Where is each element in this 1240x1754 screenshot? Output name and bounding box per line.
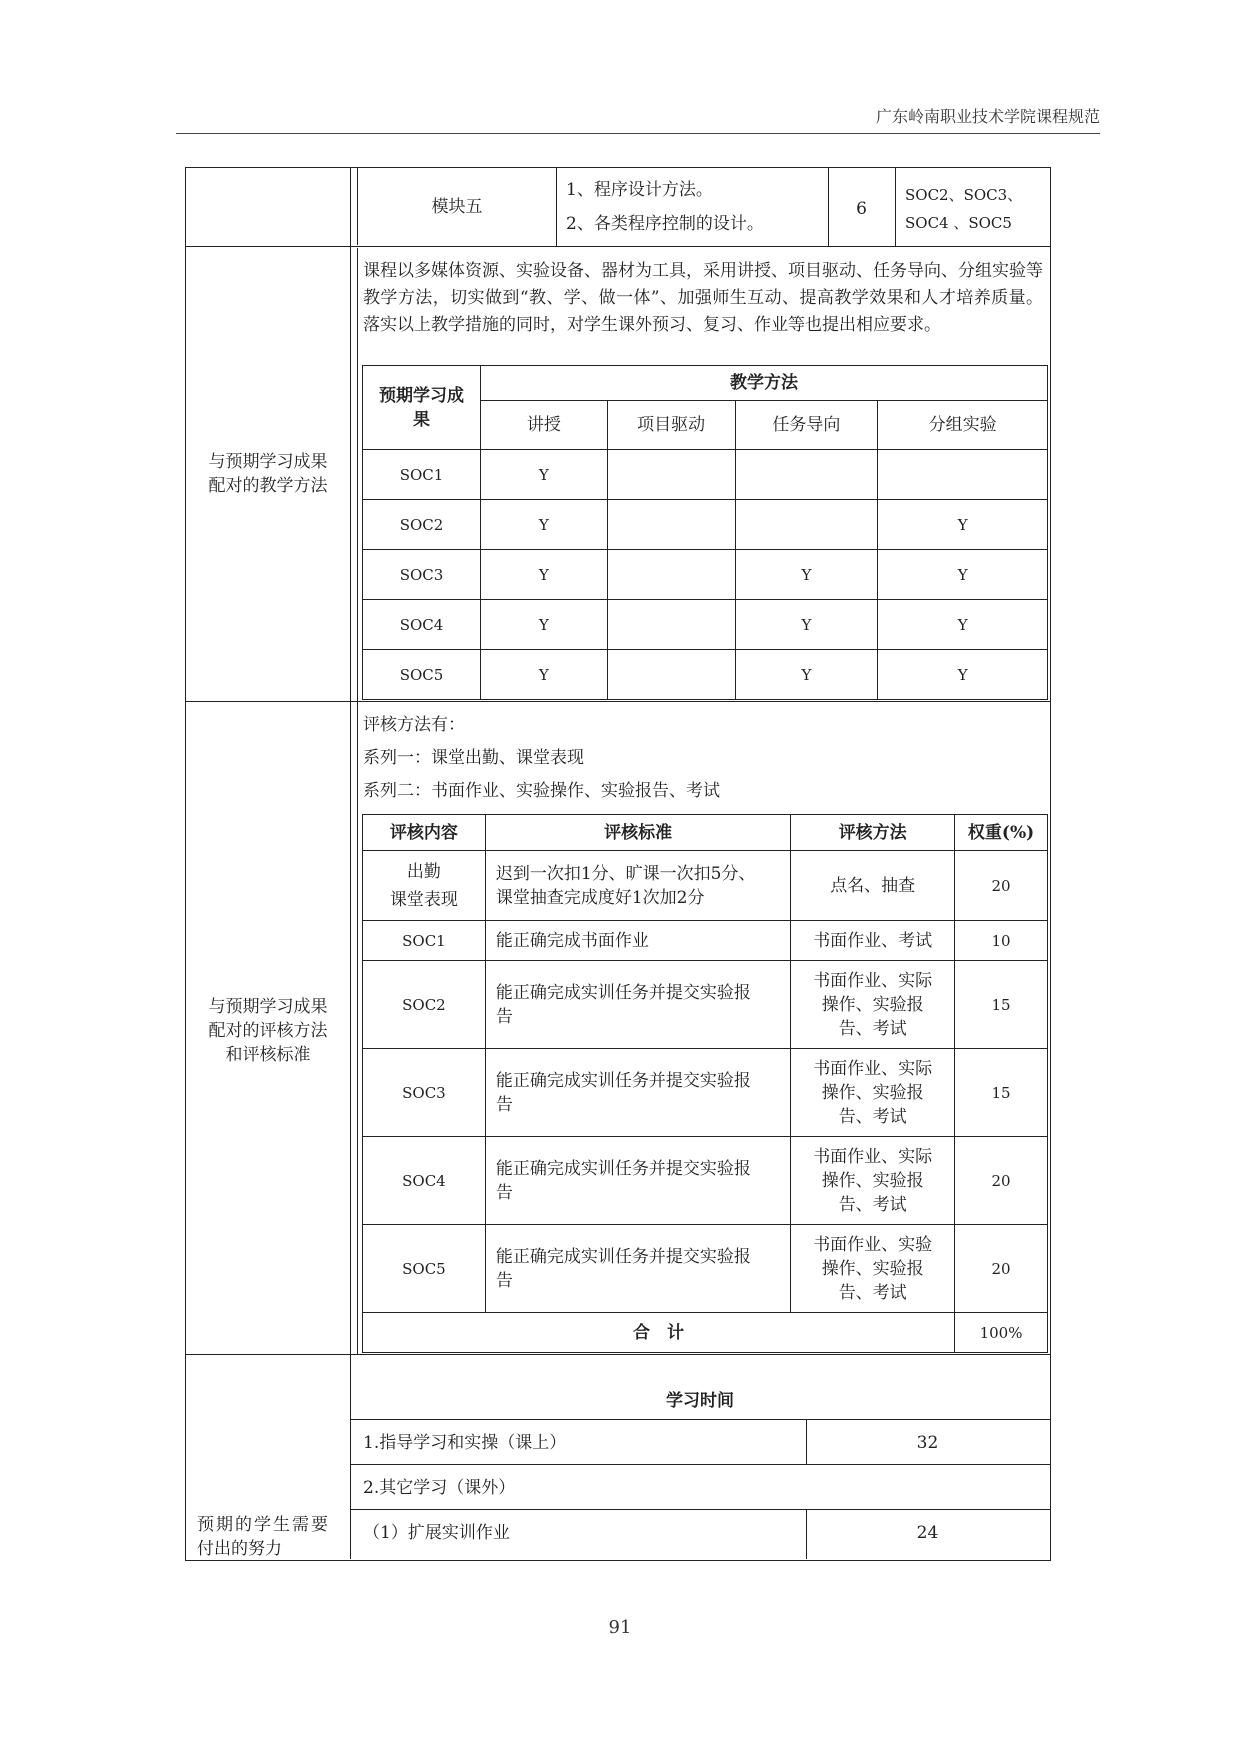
- col-methods-header: 教学方法: [480, 366, 1047, 401]
- assessment-series-1: 系列一：课堂出勤、课堂表现: [363, 748, 584, 768]
- mark-cell: Y: [735, 650, 878, 700]
- table-row: [363, 851, 1048, 921]
- row-method: 书面作业、实际 操作、实验报 告、考试: [791, 961, 955, 1049]
- row-weight: 10: [955, 921, 1048, 961]
- header-standard: 评核标准: [485, 815, 790, 851]
- mark-cell: Y: [480, 650, 607, 700]
- row-weight: 20: [955, 851, 1048, 921]
- row-standard: 能正确完成实训任务并提交实验报 告: [485, 1225, 790, 1313]
- mark-cell: Y: [480, 550, 607, 600]
- assessment-label-line3: 和评核标准: [225, 1045, 311, 1065]
- teaching-label-line2: 配对的教学方法: [208, 476, 328, 496]
- row-method: 点名、抽查: [791, 851, 955, 921]
- effort-divider-1: [351, 1419, 1050, 1420]
- effort-row3-label: （1）扩展实训作业: [363, 1523, 510, 1543]
- row-standard: 能正确完成实训任务并提交实验报 告: [485, 961, 790, 1049]
- table-row: [363, 450, 1048, 500]
- total-value: 100%: [955, 1313, 1048, 1353]
- mark-cell: Y: [878, 650, 1048, 700]
- mark-cell: Y: [878, 500, 1048, 550]
- method-task: 任务导向: [735, 401, 878, 450]
- soc-label: SOC3: [363, 550, 481, 600]
- module-col-divider-1: [556, 167, 557, 246]
- row-method: 书面作业、实验 操作、实验报 告、考试: [791, 1225, 955, 1313]
- row-method: 书面作业、考试: [791, 921, 955, 961]
- effort-label-line2: 付出的努力: [197, 1539, 282, 1559]
- mark-cell: [878, 450, 1048, 500]
- effort-row2-label: 2.其它学习（课外）: [363, 1478, 516, 1498]
- left-column-divider-inner-2: [357, 248, 358, 703]
- mark-cell: Y: [480, 500, 607, 550]
- header-method: 评核方法: [791, 815, 955, 851]
- row-item: SOC3: [363, 1049, 486, 1137]
- mark-cell: [607, 650, 735, 700]
- row-method: 书面作业、实际 操作、实验报 告、考试: [791, 1137, 955, 1225]
- mark-cell: Y: [480, 600, 607, 650]
- soc-label: SOC1: [363, 450, 481, 500]
- row-weight: 15: [955, 1049, 1048, 1137]
- page-header-title: 广东岭南职业技术学院课程规范: [875, 107, 1100, 126]
- mark-cell: Y: [480, 450, 607, 500]
- left-column-divider: [350, 167, 351, 1559]
- section-divider-2: [185, 701, 1051, 702]
- method-lecture: 讲授: [480, 401, 607, 450]
- mark-cell: [735, 450, 878, 500]
- row-weight: 20: [955, 1137, 1048, 1225]
- module-socs: SOC2、SOC3、SOC4 、SOC5: [905, 186, 1023, 232]
- effort-divider-3: [351, 1509, 1050, 1510]
- page-number: 91: [608, 1617, 632, 1638]
- mark-cell: Y: [878, 550, 1048, 600]
- module-content-2: 2、各类程序控制的设计。: [566, 214, 764, 234]
- teaching-label-line1: 与预期学习成果: [208, 452, 328, 472]
- assessment-label-line2: 配对的评核方法: [208, 1021, 328, 1041]
- header-item: 评核内容: [363, 815, 486, 851]
- effort-title: 学习时间: [666, 1391, 734, 1411]
- mark-cell: Y: [735, 550, 878, 600]
- row-method: 书面作业、实际 操作、实验报 告、考试: [791, 1049, 955, 1137]
- assessment-intro: 评核方法有：: [363, 715, 465, 735]
- effort-label-line1: 预期的学生需要: [197, 1515, 330, 1535]
- assessment-series-2: 系列二：书面作业、实验操作、实验报告、考试: [363, 781, 720, 801]
- mark-cell: [607, 600, 735, 650]
- col-outcome-header: 预期学习成果: [363, 366, 481, 450]
- header-divider: [176, 133, 1100, 134]
- row-item: 出勤 课堂表现: [363, 851, 486, 921]
- total-label: 合 计: [363, 1313, 955, 1353]
- table-row: [363, 1049, 1048, 1137]
- effort-row1-value: 32: [916, 1433, 939, 1453]
- mark-cell: Y: [878, 600, 1048, 650]
- mark-cell: [607, 550, 735, 600]
- row-weight: 20: [955, 1225, 1048, 1313]
- row-item: SOC4: [363, 1137, 486, 1225]
- table-row: [363, 961, 1048, 1049]
- section-divider-1: [185, 246, 1051, 247]
- total-row: [363, 1313, 1048, 1353]
- soc-label: SOC4: [363, 600, 481, 650]
- table-row: [363, 650, 1048, 700]
- assessment-table: [362, 814, 1048, 1353]
- effort-row1-label: 1.指导学习和实操（课上）: [363, 1433, 567, 1453]
- mark-cell: [607, 450, 735, 500]
- row-standard: 能正确完成实训任务并提交实验报 告: [485, 1137, 790, 1225]
- module-content-1: 1、程序设计方法。: [566, 180, 713, 200]
- module-name: 模块五: [431, 197, 483, 217]
- row-item: SOC2: [363, 961, 486, 1049]
- table-row: [363, 921, 1048, 961]
- table-row: [363, 550, 1048, 600]
- soc-label: SOC5: [363, 650, 481, 700]
- effort-divider-2: [351, 1464, 1050, 1465]
- header-weight: 权重(%): [955, 815, 1048, 851]
- section-divider-3: [185, 1354, 1051, 1355]
- method-group: 分组实验: [878, 401, 1048, 450]
- left-column-divider-inner-3: [357, 703, 358, 1354]
- teaching-paragraph: 课程以多媒体资源、实验设备、器材为工具，采用讲授、项目驱动、任务导向、分组实验等教学方法，切实做到“教、学、做一体”、加强师生互动、提高教学效果和人才培养质量。落实以上教学措施的同时，对学生课外预习、复习、作业等也提出相应要求。: [363, 261, 1043, 335]
- row-standard: 能正确完成书面作业: [485, 921, 790, 961]
- method-project: 项目驱动: [607, 401, 735, 450]
- row-item: SOC1: [363, 921, 486, 961]
- table-row: [363, 600, 1048, 650]
- soc-label: SOC2: [363, 500, 481, 550]
- effort-row3-value: 24: [916, 1523, 939, 1543]
- module-hours: 6: [856, 199, 867, 219]
- row-standard: 能正确完成实训任务并提交实验报 告: [485, 1049, 790, 1137]
- row-item: SOC5: [363, 1225, 486, 1313]
- mark-cell: [735, 500, 878, 550]
- mark-cell: Y: [735, 600, 878, 650]
- mark-cell: [607, 500, 735, 550]
- table-row: [363, 500, 1048, 550]
- teaching-methods-table: [362, 365, 1048, 700]
- assessment-label-line1: 与预期学习成果: [208, 997, 328, 1017]
- table-row: [363, 1225, 1048, 1313]
- row-standard: 迟到一次扣1分、旷课一次扣5分、 课堂抽查完成度好1次加2分: [485, 851, 790, 921]
- table-row: [363, 1137, 1048, 1225]
- module-col-divider-3: [895, 167, 896, 246]
- row-weight: 15: [955, 961, 1048, 1049]
